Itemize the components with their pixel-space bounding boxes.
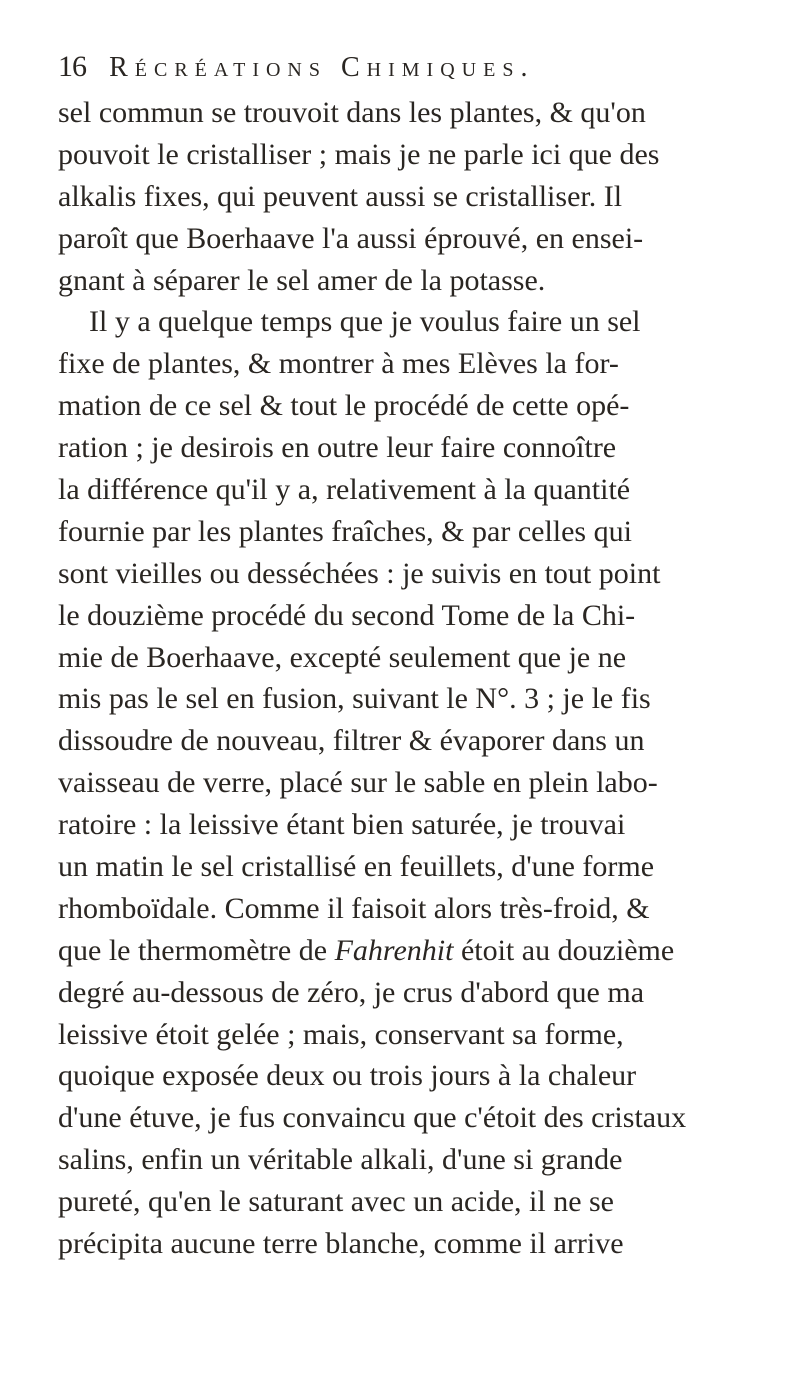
text-line: ratoire : la leissive étant bien saturée, je trouvai [58,808,626,842]
text-line: pureté, qu'en le saturant avec un acide, il ne se [58,1185,614,1219]
text-line: dissoudre de nouveau, filtrer & évaporer dans un [58,724,645,758]
line-text-after: étoit au douzième [453,933,675,967]
text-line: alkalis fixes, qui peuvent aussi se cristalliser. Il [58,179,623,213]
text-line: fournie par les plantes fraîches, & par celles qui [58,514,632,548]
running-title: Récréations Chimiques. [109,52,535,83]
text-line: fixe de plantes, & montrer à mes Elèves la for- [58,347,619,381]
text-line: degré au-dessous de zéro, je crus d'abord que ma [58,975,645,1009]
text-line: mie de Boerhaave, excepté seulement que je ne [58,640,627,674]
text-line: d'une étuve, je fus convaincu que c'étoit des cristaux [58,1101,687,1135]
text-line: mation de ce sel & tout le procédé de cette opé- [58,389,630,423]
text-line: rhomboïdale. Comme il faisoit alors très-froid, & [58,891,650,925]
text-line: leissive étoit gelée ; mais, conservant sa forme, [58,1017,624,1051]
line-text-before: que le thermomètre de [58,933,335,967]
text-line: sel commun se trouvoit dans les plantes, & qu'on [58,96,646,129]
text-line: quoique exposée deux ou trois jours à la chaleur [58,1059,637,1093]
text-line: vaisseau de verre, placé sur le sable en plein labo- [58,766,658,800]
text-line-with-italic [58,930,778,972]
text-line: ration ; je desirois en outre leur faire connoître [58,431,617,465]
text-line: sont vieilles ou desséchées : je suivis en tout point [58,556,661,590]
text-line: la différence qu'il y a, relativement à la quantité [58,473,631,507]
fahrenheit-italic: Fahrenhit [334,933,454,967]
text-line: salins, enfin un véritable alkali, d'une si grande [58,1143,623,1177]
text-line: gnant à séparer le sel amer de la potasse. [58,263,546,297]
page-number: 16 [58,50,86,83]
text-line: pouvoit le cristalliser ; mais je ne parle ici que des [58,137,660,171]
paragraph-start-line: Il y a quelque temps que je voulus faire un sel [89,305,641,339]
text-line: précipita aucune terre blanche, comme il arrive [58,1227,624,1261]
text-line: paroît que Boerhaave l'a aussi éprouvé, en ensei- [58,221,644,255]
body-text [58,92,778,1265]
running-head [58,50,778,94]
text-line: mis pas le sel en fusion, suivant le N°. 3 ; je le fis [58,682,651,716]
text-line: le douzième procédé du second Tome de la Chi- [58,598,636,632]
text-line: un matin le sel cristallisé en feuillets, d'une forme [58,850,655,884]
